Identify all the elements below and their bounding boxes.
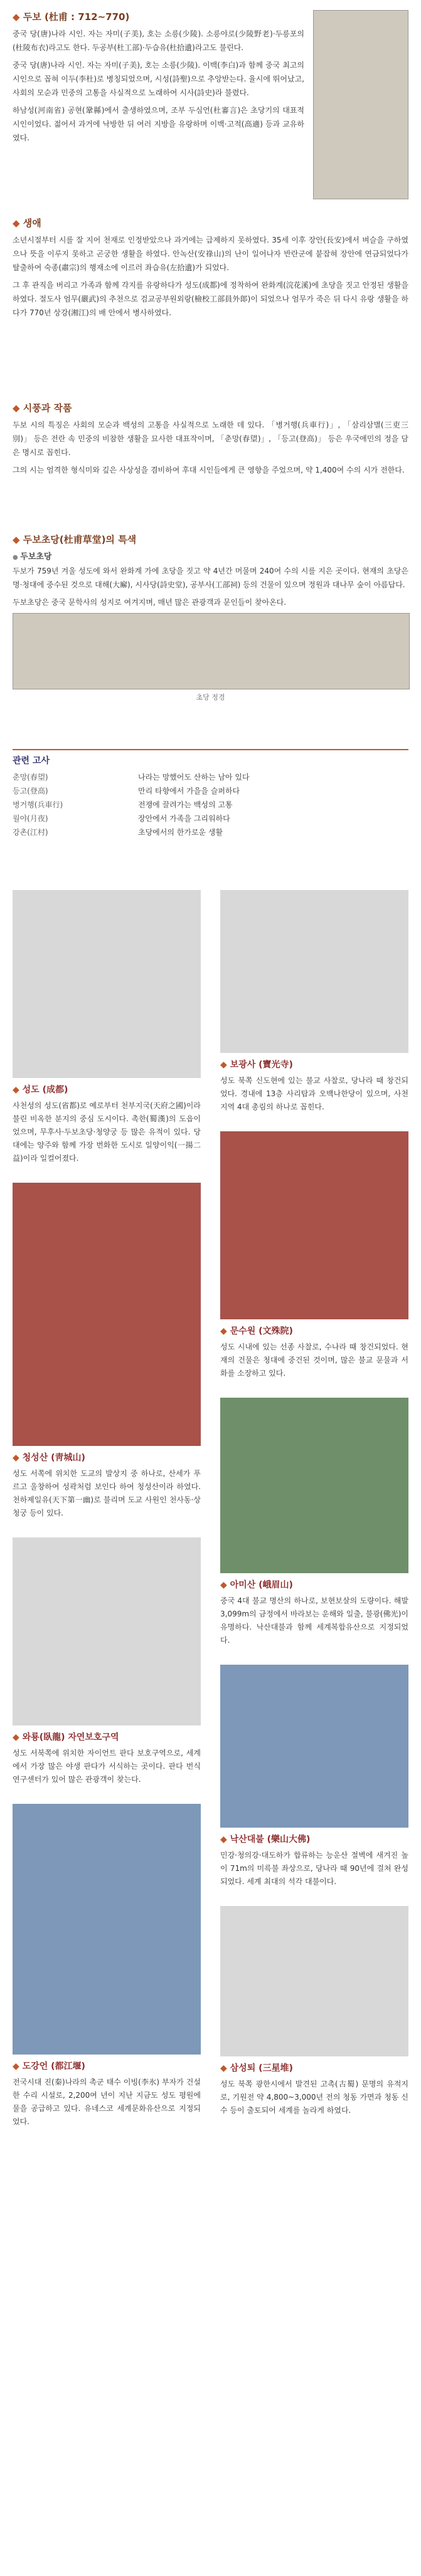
facts-title: 관련 고사: [13, 749, 408, 767]
fact-row: [13, 798, 408, 812]
intro-paragraph: 중국 당(唐)나라 시인. 자는 자미(子美), 호는 소릉(少陵). 이백(李白)과 함께 중국 최고의 시인으로 꼽혀 이두(李杜)로 병칭되었으며, 시성(詩聖)으로 추앙받는다. 율시에 뛰어났고, 사회의 모순과 민중의 고통을 사실적으로 노래하여 시사(詩史)라 불렸다.: [13, 61, 304, 97]
thatched-section: [13, 533, 408, 702]
thatched-subhead: ● 두보초당: [13, 550, 408, 562]
place-photo: [220, 1398, 408, 1573]
fact-row: [13, 784, 408, 798]
fact-row: [13, 770, 408, 784]
place-photo: [220, 890, 408, 1053]
works-title: ◆ 시풍과 작품: [13, 401, 408, 414]
place-photo: [13, 1537, 201, 1725]
place-text: 민강·청의강·대도하가 합류하는 능운산 절벽에 새겨진 높이 71m의 미륵불 좌상으로, 당나라 때 90년에 걸쳐 완성되었다. 세계 최대의 석각 대불이다.: [220, 1851, 408, 1886]
fact-row: [13, 825, 408, 839]
place-title: ◆ 문수원 (文殊院): [220, 1324, 408, 1337]
thatched-image: [13, 613, 410, 689]
place-card: [13, 890, 201, 1165]
fact-value: 만리 타향에서 가을을 슬퍼하다: [138, 787, 240, 795]
place-card: [220, 1906, 408, 2117]
place-text: 전국시대 진(秦)나라의 촉군 태수 이빙(李氷) 부자가 건설한 수리 시설로, 2,200여 년이 지난 지금도 성도 평원에 물을 공급하고 있다. 유네스코 세계문화유산으로 지정되었다.: [13, 2078, 201, 2126]
thatched-paragraph: 두보초당은 중국 문학사의 성지로 여겨지며, 매년 많은 관광객과 문인들이 찾아온다.: [13, 598, 287, 607]
place-text: 성도 서북쪽에 위치한 자이언트 판다 보호구역으로, 세계에서 가장 많은 야생 판다가 서식하는 곳이다. 판다 번식 연구센터가 있어 많은 관광객이 찾는다.: [13, 1749, 201, 1784]
works-section: [13, 401, 408, 481]
place-title: ◆ 도강언 (都江堰): [13, 2060, 201, 2072]
fact-value: 장안에서 가족을 그리워하다: [138, 814, 230, 823]
place-photo: [13, 1183, 201, 1446]
place-text: 성도 북쪽 신도현에 있는 불교 사찰로, 당나라 때 창건되었다. 경내에 13층 사리탑과 오백나한당이 있으며, 사천 지역 4대 총림의 하나로 꼽힌다.: [220, 1076, 408, 1111]
place-title: ◆ 청성산 (靑城山): [13, 1451, 201, 1463]
fact-value: 전쟁에 끌려가는 백성의 고통: [138, 800, 233, 809]
fact-key: 춘망(春望): [13, 773, 48, 782]
fact-value: 초당에서의 한가로운 생활: [138, 828, 223, 837]
fact-key: 등고(登高): [13, 787, 48, 795]
life-title: ◆ 생애: [13, 216, 408, 229]
place-photo: [13, 890, 201, 1078]
place-photo: [220, 1906, 408, 2056]
life-paragraph: 소년시절부터 시를 잘 지어 천재로 인정받았으나 과거에는 급제하지 못하였다. 35세 이후 장안(長安)에서 벼슬을 구하였으나 뜻을 이루지 못하고 곤궁한 생활을 하였다. 안녹산(安祿山)의 난이 일어나자 반란군에 붙잡혀 장안에 연금되었다가 탈출하여 숙종(肅宗)의 행재소에 이르러 좌습유(左拾遺)가 되었다.: [13, 236, 408, 272]
place-text: 사천성의 성도(省都)로 예로부터 천부지국(天府之國)이라 불린 비옥한 분지의 중심 도시이다. 촉한(蜀漢)의 도읍이었으며, 무후사·두보초당·청양궁 등 많은 유적이 있다. 당대에는 양주와 함께 가장 번화한 도시로 일양이익(一揚二益)이라 일컬어졌다.: [13, 1101, 201, 1163]
portrait-image: [313, 10, 408, 199]
place-photo: [220, 1131, 408, 1319]
place-text: 성도 시내에 있는 선종 사찰로, 수나라 때 창건되었다. 현재의 건물은 청대에 중건된 것이며, 많은 불교 문물과 서화를 소장하고 있다.: [220, 1343, 408, 1378]
place-card: [220, 1131, 408, 1380]
place-title: ◆ 보광사 (寶光寺): [220, 1058, 408, 1071]
place-text: 중국 4대 불교 명산의 하나로, 보현보살의 도량이다. 해발 3,099m의 금정에서 바라보는 운해와 일출, 불광(佛光)이 유명하다. 낙산대불과 함께 세계복합유산으로 지정되었다.: [220, 1596, 408, 1645]
life-paragraph: 그 후 관직을 버리고 가족과 함께 각지를 유랑하다가 성도(成都)에 정착하여 완화계(浣花溪)에 초당을 짓고 안정된 생활을 하였다. 절도사 엄무(嚴武)의 추천으로 검교공부원외랑(檢校工部員外郞)이 되었으나 엄무가 죽은 뒤 다시 유랑 생활을 하다가 770년 상강(湘江)의 배 안에서 병사하였다.: [13, 281, 408, 317]
thatched-title: ◆ 두보초당(杜甫草堂)의 특색: [13, 533, 408, 546]
right-column: [220, 890, 408, 2117]
place-title: ◆ 아미산 (峨眉山): [220, 1578, 408, 1591]
life-section: [13, 216, 408, 323]
place-card: [220, 890, 408, 1114]
fact-value: 나라는 망했어도 산하는 남아 있다: [138, 773, 250, 782]
place-card: [13, 1183, 201, 1520]
thatched-caption: 초당 정경: [196, 693, 225, 701]
facts-list: [13, 770, 408, 839]
place-card: [220, 1665, 408, 1888]
place-photo: [13, 1804, 201, 2055]
place-title: ◆ 낙산대불 (樂山大佛): [220, 1833, 408, 1845]
fact-key: 월야(月夜): [13, 814, 48, 823]
facts-section: [13, 749, 408, 839]
intro-paragraph: 중국 당(唐)나라 시인. 자는 자미(子美), 호는 소릉(少陵). 소릉야로(少陵野老)·두릉포의(杜陵布衣)라고도 한다. 두공부(杜工部)·두습유(杜拾遺)라고도 불린다.: [13, 29, 304, 52]
place-title: ◆ 와룡(臥龍) 자연보호구역: [13, 1730, 201, 1743]
intro-paragraph: 하남성(河南省) 공현(鞏縣)에서 출생하였으며, 조부 두심언(杜審言)은 초당기의 대표적 시인이었다. 젊어서 과거에 낙방한 뒤 여러 지방을 유랑하며 이백·고적(高適) 등과 교유하였다.: [13, 106, 304, 142]
fact-key: 병거행(兵車行): [13, 800, 63, 809]
place-card: [13, 1537, 201, 1786]
place-photo: [220, 1665, 408, 1828]
intro-section: [13, 10, 408, 199]
works-paragraph: 두보 시의 특징은 사회의 모순과 백성의 고통을 사실적으로 노래한 데 있다. 「병거행(兵車行)」, 「삼리삼별(三吏三別)」 등은 전란 속 민중의 비참한 생활을 묘사한 대표작이며, 「춘망(春望)」, 「등고(登高)」 등은 우국애민의 정을 담은 명시로 꼽힌다.: [13, 421, 408, 457]
place-text: 성도 북쪽 광한시에서 발견된 고촉(古蜀) 문명의 유적지로, 기원전 약 4,800~3,000년 전의 청동 가면과 청동 신수 등이 출토되어 세계를 놀라게 하였다.: [220, 2080, 408, 2115]
place-title: ◆ 성도 (成都): [13, 1083, 201, 1096]
place-card: [220, 1398, 408, 1647]
fact-row: [13, 812, 408, 825]
intro-title: ◆ 두보 (杜甫 : 712~770): [13, 10, 304, 23]
works-paragraph: 그의 시는 엄격한 형식미와 깊은 사상성을 겸비하여 후대 시인들에게 큰 영향을 주었으며, 약 1,400여 수의 시가 전한다.: [13, 466, 405, 474]
place-text: 성도 서쪽에 위치한 도교의 발상지 중 하나로, 산세가 푸르고 울창하여 성곽처럼 보인다 하여 청성산이라 하였다. 천하제일유(天下第一幽)로 불리며 도교 사원인 천사동·상청궁 등이 있다.: [13, 1469, 201, 1517]
thatched-paragraph: 두보가 759년 겨울 성도에 와서 완화계 가에 초당을 짓고 약 4년간 머물며 240여 수의 시를 지은 곳이다. 현재의 초당은 명·청대에 중수된 것으로 대해(大廨), 시사당(詩史堂), 공부사(工部祠) 등의 건물이 있으며 정원과 대나무 숲이 아름답다.: [13, 567, 408, 589]
place-title: ◆ 삼성퇴 (三星堆): [220, 2061, 408, 2074]
left-column: [13, 890, 201, 2128]
fact-key: 강촌(江村): [13, 828, 48, 837]
place-card: [13, 1804, 201, 2128]
